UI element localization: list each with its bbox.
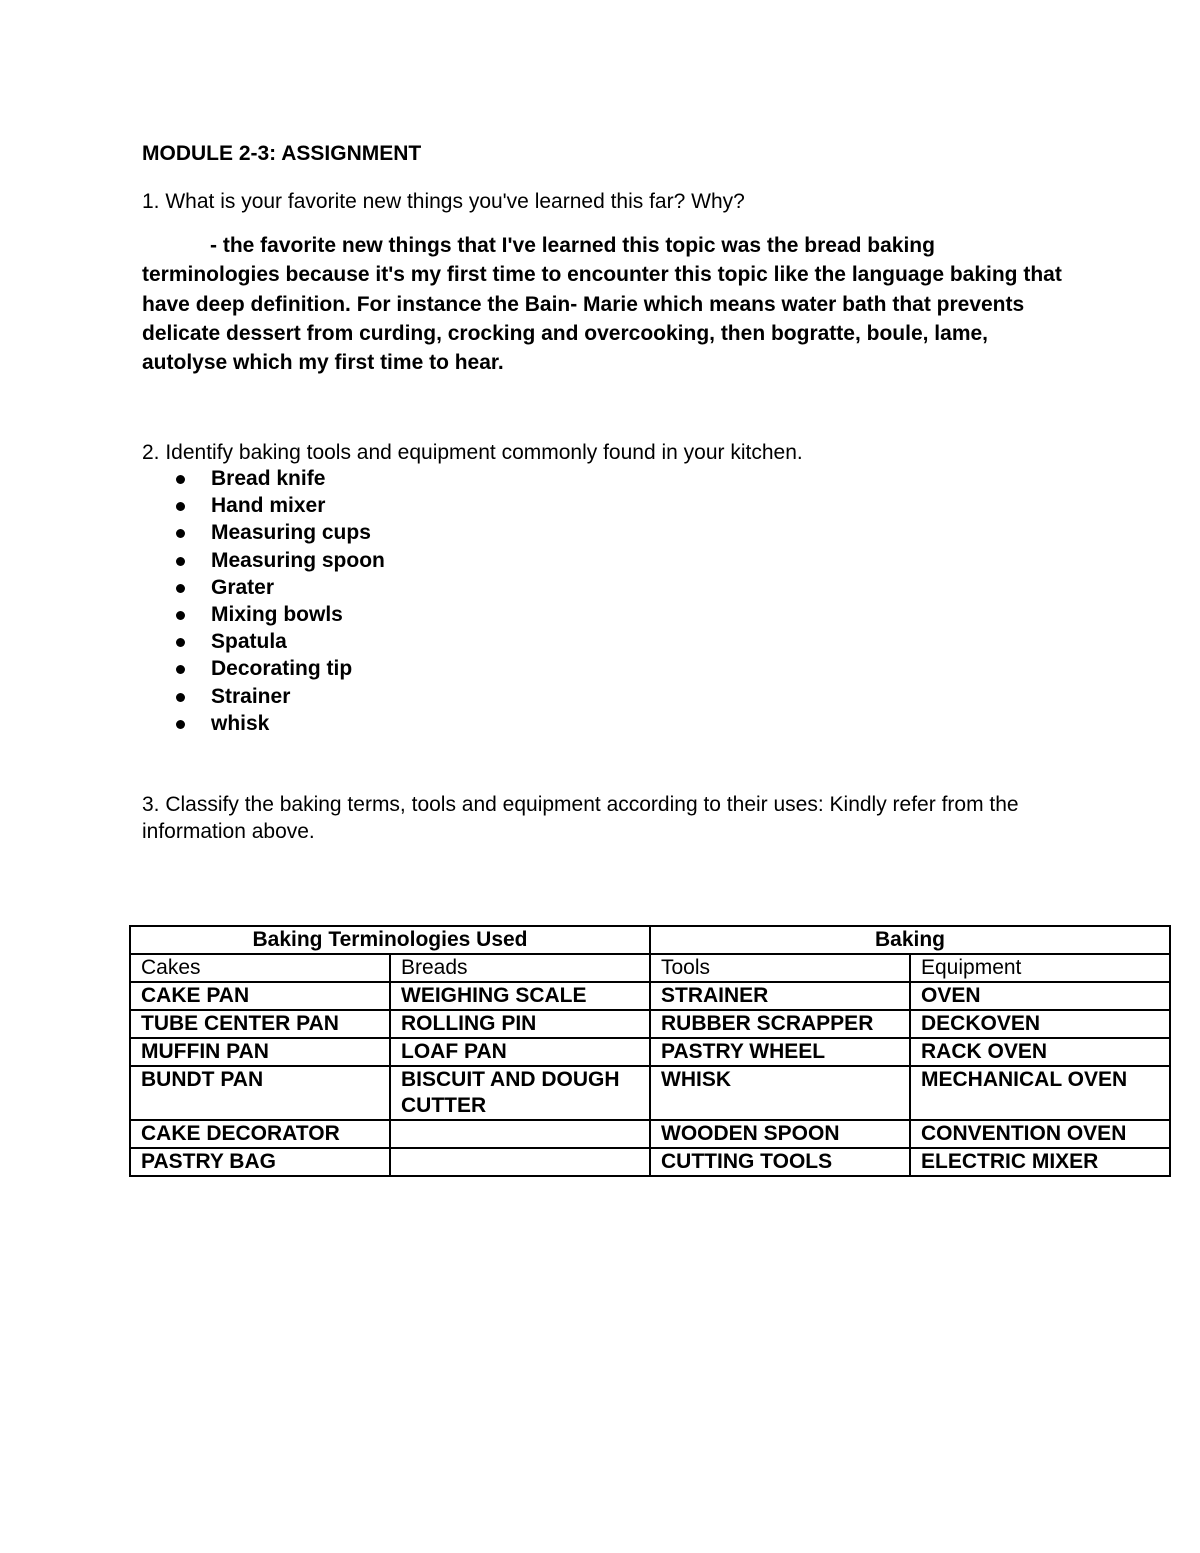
bullet-icon xyxy=(176,529,185,538)
bullet-icon xyxy=(176,475,185,484)
table-cell: WHISK xyxy=(650,1066,910,1120)
column-header-cakes: Cakes xyxy=(130,954,390,982)
bullet-icon xyxy=(176,638,185,647)
question-2: 2. Identify baking tools and equipment commonly found in your kitchen. xyxy=(142,441,803,464)
table-cell: CAKE PAN xyxy=(130,982,390,1010)
table-cell: CONVENTION OVEN xyxy=(910,1120,1170,1148)
list-item-label: Mixing bowls xyxy=(211,602,343,626)
column-header-tools: Tools xyxy=(650,954,910,982)
list-item xyxy=(142,574,385,601)
table-cell: TUBE CENTER PAN xyxy=(130,1010,390,1038)
table-cell: WEIGHING SCALE xyxy=(390,982,650,1010)
tools-list xyxy=(142,465,385,737)
group-header-baking: Baking xyxy=(650,926,1170,954)
table-cell: RUBBER SCRAPPER xyxy=(650,1010,910,1038)
bullet-icon xyxy=(176,693,185,702)
table-column-header-row xyxy=(130,954,1170,982)
list-item-label: Spatula xyxy=(211,630,287,654)
list-item xyxy=(142,655,385,682)
table-cell: MECHANICAL OVEN xyxy=(910,1066,1170,1120)
table-cell: LOAF PAN xyxy=(390,1038,650,1066)
list-item-label: Measuring cups xyxy=(211,521,371,545)
table-cell: ELECTRIC MIXER xyxy=(910,1148,1170,1176)
bullet-icon xyxy=(176,502,185,511)
list-item-label: whisk xyxy=(211,711,270,735)
table-cell: BISCUIT AND DOUGH CUTTER xyxy=(390,1066,650,1120)
list-item-label: Bread knife xyxy=(211,467,326,490)
table-cell xyxy=(390,1120,650,1148)
list-item xyxy=(142,492,385,519)
group-header-terminologies: Baking Terminologies Used xyxy=(130,926,650,954)
table-cell: CAKE DECORATOR xyxy=(130,1120,390,1148)
table-cell: OVEN xyxy=(910,982,1170,1010)
list-item xyxy=(142,601,385,628)
table-cell: BUNDT PAN xyxy=(130,1066,390,1120)
table-cell: RACK OVEN xyxy=(910,1038,1170,1066)
list-item xyxy=(142,519,385,546)
page-title: MODULE 2-3: ASSIGNMENT xyxy=(142,142,422,165)
list-item-label: Strainer xyxy=(211,684,291,708)
table-row xyxy=(130,1120,1170,1148)
bullet-icon xyxy=(176,665,185,674)
bullet-icon xyxy=(176,611,185,620)
table-cell: PASTRY BAG xyxy=(130,1148,390,1176)
table-cell: DECKOVEN xyxy=(910,1010,1170,1038)
table-row xyxy=(130,1148,1170,1176)
table-row xyxy=(130,1066,1170,1120)
list-item xyxy=(142,710,385,737)
table-row xyxy=(130,982,1170,1010)
bullet-icon xyxy=(176,584,185,593)
table-cell: WOODEN SPOON xyxy=(650,1120,910,1148)
list-item xyxy=(142,465,385,492)
classification-table xyxy=(129,925,1171,1177)
list-item-label: Grater xyxy=(211,575,275,599)
bullet-icon xyxy=(176,557,185,566)
table-cell: STRAINER xyxy=(650,982,910,1010)
list-item-label: Decorating tip xyxy=(211,657,353,681)
list-item xyxy=(142,628,385,655)
list-item xyxy=(142,683,385,710)
table-cell: CUTTING TOOLS xyxy=(650,1148,910,1176)
column-header-equipment: Equipment xyxy=(910,954,1170,982)
table-cell: ROLLING PIN xyxy=(390,1010,650,1038)
question-1: 1. What is your favorite new things you've learned this far? Why? xyxy=(142,190,745,213)
table-row xyxy=(130,1038,1170,1066)
table-cell: MUFFIN PAN xyxy=(130,1038,390,1066)
table-cell: PASTRY WHEEL xyxy=(650,1038,910,1066)
answer-1: - the favorite new things that I've learned this topic was the bread baking terminologies because it's my first time to encounter this topic like the language baking that have deep definition. For instance the Bain- Marie which means water bath that prevents delicate dessert from curding, crocking and overcooking, then bogratte, boule, lame, autolyse which my first time to hear. xyxy=(142,234,1062,375)
bullet-icon xyxy=(176,720,185,729)
table-row xyxy=(130,1010,1170,1038)
question-3: 3. Classify the baking terms, tools and equipment according to their uses: Kindly refer from the information above. xyxy=(142,793,1019,843)
list-item-label: Hand mixer xyxy=(211,494,326,518)
table-cell xyxy=(390,1148,650,1176)
table-group-header-row xyxy=(130,926,1170,954)
list-item xyxy=(142,547,385,574)
column-header-breads: Breads xyxy=(390,954,650,982)
list-item-label: Measuring spoon xyxy=(211,548,385,572)
